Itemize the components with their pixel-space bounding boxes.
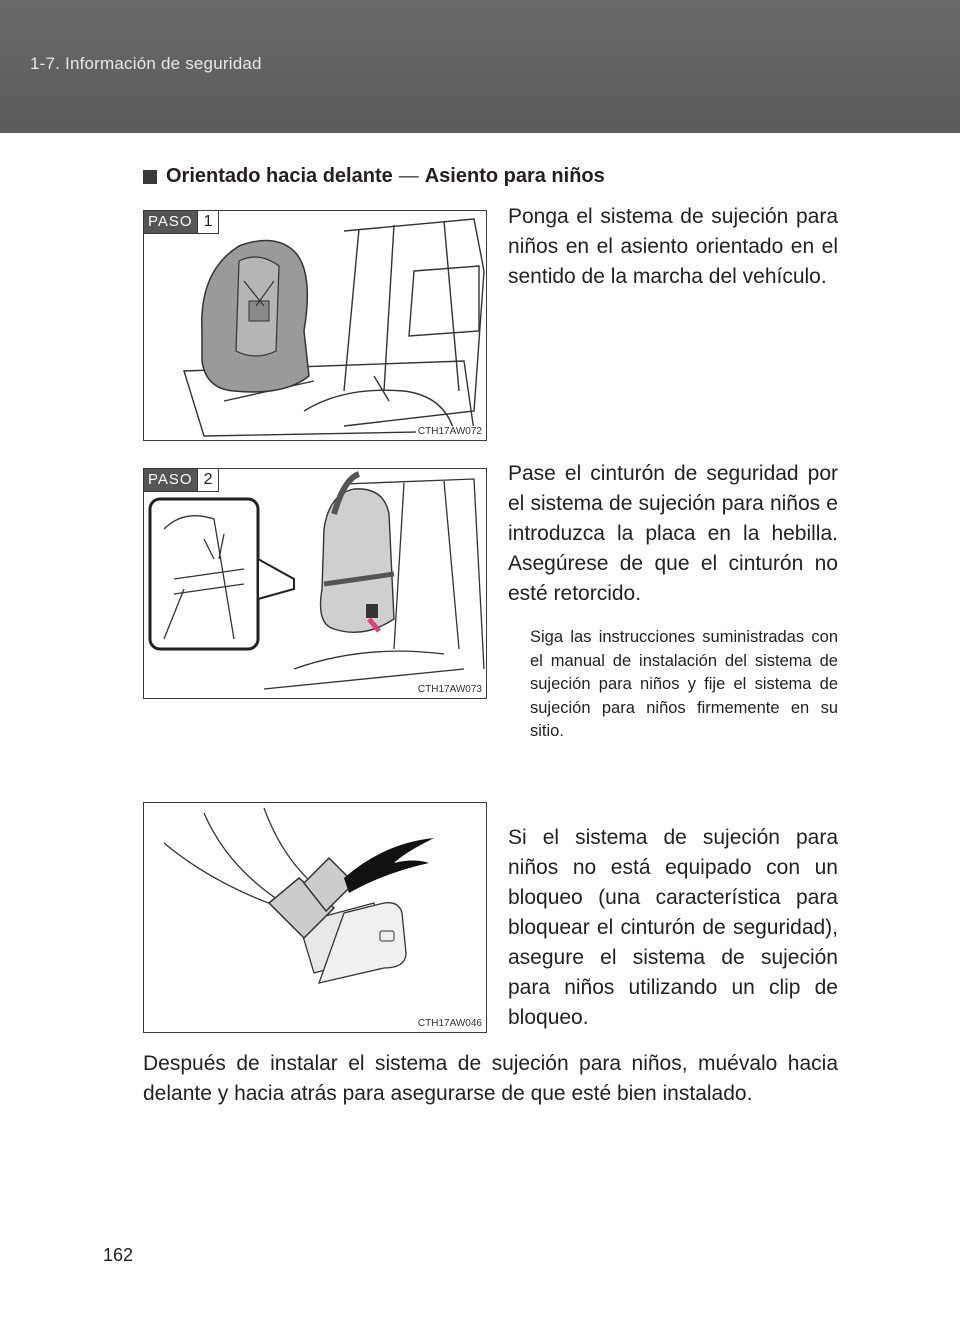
page-header [0, 0, 960, 133]
step-2-note: Siga las instrucciones suministradas con el manual de instalación del sistema de sujeción para niños y fije el sistema de sujeción para niños firmemente en su sitio. [530, 628, 838, 740]
seatbelt-through-child-seat-icon [144, 469, 487, 699]
locking-clip-icon [144, 803, 487, 1033]
step-1-text: Ponga el sistema de sujeción para niños en el asiento orientado en el sentido de la marcha del vehículo. [508, 205, 838, 288]
page-number: 162 [103, 1245, 134, 1265]
step-1-badge [144, 211, 219, 234]
closing-paragraph: Después de instalar el sistema de sujeción para niños, muévalo hacia delante y hacia atrás para asegurarse de que esté bien instalado. [143, 1052, 838, 1105]
step-1-illustration [143, 210, 487, 441]
child-seat-on-rear-seat-icon [144, 211, 487, 441]
step-2-badge [144, 469, 219, 492]
heading-part-2: Asiento para niños [424, 165, 605, 187]
step-word: PASO [144, 469, 197, 491]
locking-clip-text: Si el sistema de sujeción para niños no está equipado con un bloqueo (una característica para bloquear el cinturón de seguridad), asegure el sistema de sujeción para niños utilizando un clip de bloqueo. [508, 826, 838, 1029]
step-2-text: Pase el cinturón de seguridad por el sistema de sujeción para niños e introduzca la placa en la hebilla. Asegúrese de que el cinturón no esté retorcido. [508, 462, 838, 605]
step-number: 2 [197, 469, 219, 491]
step-word: PASO [144, 211, 197, 233]
step-number: 1 [197, 211, 219, 233]
figure-code: CTH17AW073 [417, 684, 482, 695]
heading-part-1: Orientado hacia delante [166, 165, 393, 187]
square-bullet-icon [143, 170, 157, 184]
figure-code: CTH17AW046 [417, 1018, 482, 1029]
section-title: 1-7. Información de seguridad [30, 54, 262, 73]
section-heading [143, 165, 605, 188]
step-2-illustration [143, 468, 487, 699]
locking-clip-illustration [143, 802, 487, 1033]
figure-code: CTH17AW072 [417, 426, 482, 437]
heading-dash: — [398, 165, 419, 187]
